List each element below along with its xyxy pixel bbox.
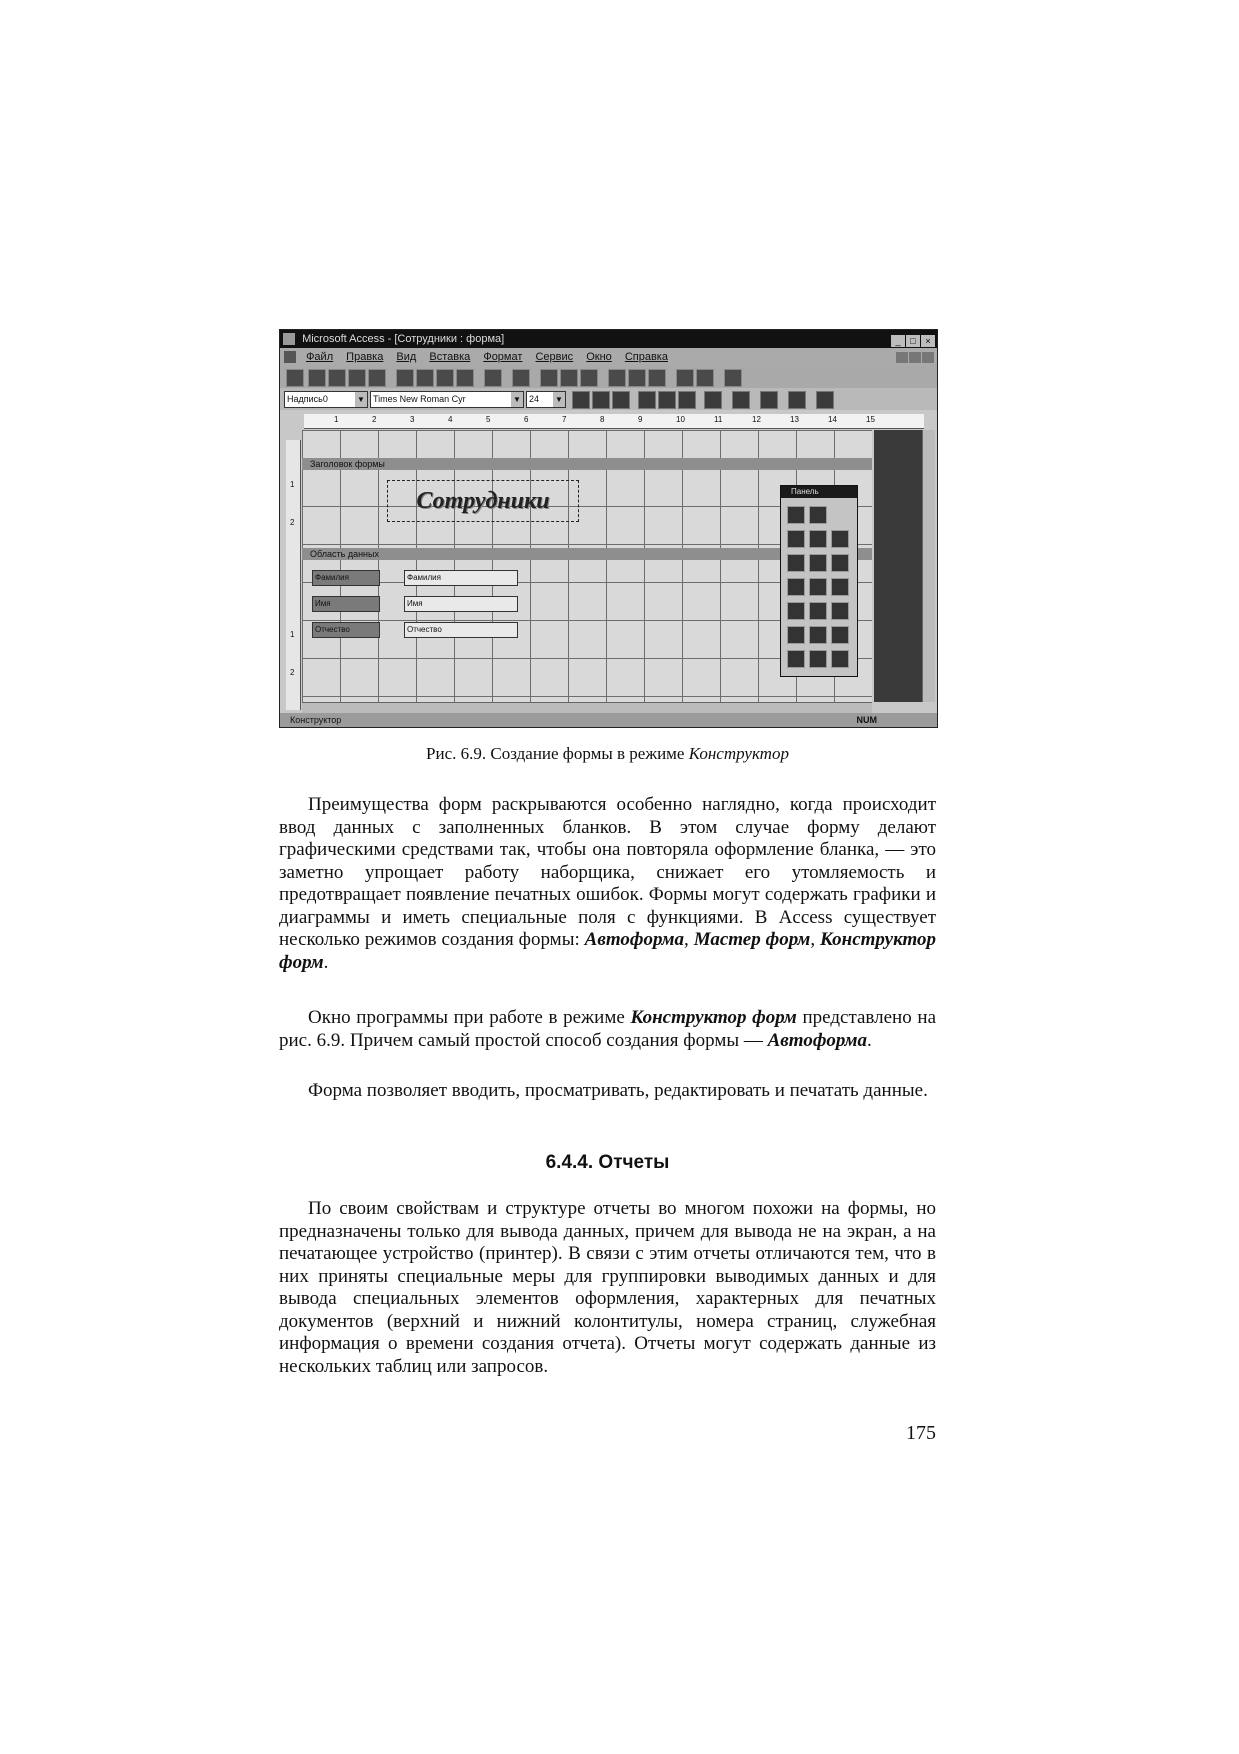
figure-caption [279, 744, 936, 764]
more-controls-icon[interactable] [831, 650, 849, 668]
object-combo[interactable] [284, 391, 368, 408]
select-pointer-icon[interactable] [787, 506, 805, 524]
ruler-mark: 2 [290, 518, 295, 527]
term-autoform: Автоформа [584, 929, 685, 950]
field-list-icon[interactable] [540, 369, 558, 387]
tab-control-icon[interactable] [809, 626, 827, 644]
ruler-mark: 7 [562, 415, 567, 424]
field-textbox[interactable]: Имя [404, 596, 518, 612]
font-size-value: 24 [529, 394, 540, 404]
ruler-mark: 1 [290, 480, 295, 489]
field-label[interactable]: Имя [312, 596, 380, 612]
menu-view[interactable]: Вид [396, 351, 417, 363]
font-combo[interactable] [370, 391, 524, 408]
ruler-mark: 8 [600, 415, 605, 424]
vertical-ruler [286, 440, 301, 710]
toggle-button-icon[interactable] [787, 554, 805, 572]
status-num: NUM [856, 715, 877, 725]
ruler-mark: 9 [638, 415, 643, 424]
menu-format[interactable]: Формат [483, 351, 523, 363]
status-mode: Конструктор [290, 715, 342, 725]
ruler-mark: 4 [448, 415, 453, 424]
chevron-down-icon[interactable]: ▼ [511, 392, 523, 407]
line-tool-icon[interactable] [787, 650, 805, 668]
ruler-mark: 2 [372, 415, 377, 424]
toolbox-title[interactable]: Панель [781, 486, 857, 498]
formatting-toolbar [280, 388, 937, 410]
paragraph-form-purpose: Форма позволяет вводить, просматривать, редактировать и печатать данные. [308, 1080, 928, 1101]
ruler-mark: 2 [290, 668, 295, 677]
code-icon[interactable] [608, 369, 626, 387]
ruler-mark: 3 [410, 415, 415, 424]
command-button-icon[interactable] [831, 578, 849, 596]
chevron-down-icon[interactable]: ▼ [553, 392, 565, 407]
font-combo-value: Times New Roman Cyr [373, 394, 466, 404]
build-icon[interactable] [648, 369, 666, 387]
paragraph-text: Преимущества форм раскрываются особенно наглядно, когда происходит ввод данных с заполненных бланков. В этом случае форму делают графическими средствами так, чтобы она повторяла оформление бланка, — это заметно упрощает работу наборщика, снижает его утомляемость и предотвращает появление печатных ошибок. Формы могут содержать графики и диаграммы и иметь специальные поля с функциями. В Access существует несколько режимов создания формы: [279, 794, 936, 950]
bound-frame-icon[interactable] [831, 602, 849, 620]
form-document-icon [284, 351, 296, 363]
paragraph-forms-advantages [279, 794, 936, 974]
autoformat-icon[interactable] [580, 369, 598, 387]
ruler-mark: 6 [524, 415, 529, 424]
menu-bar [280, 348, 937, 366]
paragraph-designer-window [279, 1007, 936, 1052]
view-icon[interactable] [286, 369, 304, 387]
ruler-mark: 12 [752, 415, 761, 424]
maximize-icon[interactable]: □ [906, 335, 920, 347]
window-title: Microsoft Access - [Сотрудники : форма] [302, 333, 505, 345]
ruler-mark: 13 [790, 415, 799, 424]
separator: , [810, 929, 820, 950]
bold-icon[interactable] [572, 391, 590, 409]
field-label[interactable]: Отчество [312, 622, 380, 638]
sentence-end: . [867, 1029, 872, 1051]
rectangle-tool-icon[interactable] [809, 650, 827, 668]
section-heading: 6.4.4. Отчеты [545, 1152, 670, 1173]
workspace-background [874, 430, 923, 702]
separator: , [684, 929, 694, 950]
line-width-icon[interactable] [788, 391, 806, 409]
sentence-end: . [323, 951, 329, 973]
database-window-icon[interactable] [676, 369, 694, 387]
list-box-icon[interactable] [809, 578, 827, 596]
access-screenshot-figure [279, 329, 938, 728]
underline-icon[interactable] [612, 391, 630, 409]
minimize-icon[interactable]: _ [891, 335, 905, 347]
field-textbox[interactable]: Отчество [404, 622, 518, 638]
new-object-icon[interactable] [696, 369, 714, 387]
textbox-tool-icon[interactable] [809, 530, 827, 548]
font-color-icon[interactable] [732, 391, 750, 409]
label-tool-icon[interactable] [787, 530, 805, 548]
menu-edit[interactable]: Правка [346, 351, 384, 363]
combo-box-icon[interactable] [787, 578, 805, 596]
toolbox-icon[interactable] [560, 369, 578, 387]
close-icon[interactable]: × [921, 335, 935, 347]
ruler-mark: 15 [866, 415, 875, 424]
horizontal-ruler [304, 414, 924, 429]
ruler-mark: 11 [714, 415, 723, 424]
menu-file[interactable]: Файл [306, 351, 334, 363]
align-right-icon[interactable] [678, 391, 696, 409]
save-icon[interactable] [308, 369, 326, 387]
align-left-icon[interactable] [638, 391, 656, 409]
field-label[interactable]: Фамилия [312, 570, 380, 586]
object-combo-value: Надпись0 [287, 394, 328, 404]
term-form-wizard: Мастер форм [693, 929, 811, 950]
paragraph-reports: По своим свойствам и структуре отчеты во многом похожи на формы, но предназначены только для вывода данных, причем для вывода не на экран, а на печатающее устройство (принтер). В связи с этим отчеты отличаются тем, что в них приняты специальные меры для группировки выводимых данных и для вывода специальных элементов оформления, характерных для печатных документов (верхний и нижний колонтитулы, номера страниц, служебная информация о времени создания отчета). Отчеты могут содержать данные из нескольких таблиц или запросов. [279, 1198, 936, 1377]
field-textbox[interactable]: Фамилия [404, 570, 518, 586]
form-header-section[interactable]: Заголовок формы [302, 458, 872, 470]
window-titlebar [280, 330, 937, 348]
preview-icon[interactable] [348, 369, 366, 387]
doc-restore-icon[interactable] [909, 352, 921, 363]
term-form-designer: Конструктор форм [279, 929, 937, 973]
properties-icon[interactable] [628, 369, 646, 387]
print-icon[interactable] [328, 369, 346, 387]
align-center-icon[interactable] [658, 391, 676, 409]
caption-italic: Конструктор [688, 744, 789, 763]
ruler-mark: 14 [828, 415, 837, 424]
option-group-icon[interactable] [831, 530, 849, 548]
chevron-down-icon[interactable]: ▼ [355, 392, 367, 407]
cut-icon[interactable] [396, 369, 414, 387]
menu-help[interactable]: Справка [624, 351, 668, 363]
line-color-icon[interactable] [760, 391, 778, 409]
checkbox-tool-icon[interactable] [831, 554, 849, 572]
unbound-frame-icon[interactable] [809, 602, 827, 620]
paragraph-text: представлено на рис. 6.9. Причем самый простой способ создания формы — [279, 1007, 937, 1051]
detail-section[interactable]: Область данных [302, 548, 872, 560]
special-effect-icon[interactable] [816, 391, 834, 409]
subform-icon[interactable] [831, 626, 849, 644]
menu-insert[interactable]: Вставка [429, 351, 471, 363]
vertical-scrollbar[interactable] [922, 430, 935, 702]
image-tool-icon[interactable] [787, 602, 805, 620]
undo-icon[interactable] [484, 369, 502, 387]
doc-close-icon[interactable] [922, 352, 934, 363]
paste-icon[interactable] [436, 369, 454, 387]
option-button-icon[interactable] [809, 554, 827, 572]
spelling-icon[interactable] [368, 369, 386, 387]
menu-tools[interactable]: Сервис [535, 351, 574, 363]
help-icon[interactable] [724, 369, 742, 387]
standard-toolbar [280, 366, 937, 388]
status-bar [280, 713, 937, 727]
toolbox-panel [780, 485, 858, 677]
ruler-mark: 1 [290, 630, 295, 639]
term-autoform: Автоформа [767, 1029, 867, 1051]
font-size-combo[interactable] [526, 391, 566, 408]
italic-icon[interactable] [592, 391, 610, 409]
access-app-icon [283, 333, 295, 345]
form-title-label[interactable]: Сотрудники [387, 480, 579, 522]
paragraph-text: Окно программы при работе в режиме [308, 1007, 631, 1028]
ruler-mark: 5 [486, 415, 491, 424]
doc-minimize-icon[interactable] [896, 352, 908, 363]
term-form-designer: Конструктор форм [630, 1007, 797, 1028]
copy-icon[interactable] [416, 369, 434, 387]
fill-color-icon[interactable] [704, 391, 722, 409]
menu-window[interactable]: Окно [586, 351, 612, 363]
ruler-mark: 10 [676, 415, 685, 424]
hyperlink-icon[interactable] [512, 369, 530, 387]
horizontal-scrollbar[interactable] [302, 702, 872, 713]
page-number: 175 [906, 1422, 936, 1444]
page-break-icon[interactable] [787, 626, 805, 644]
caption-prefix: Рис. 6.9. Создание формы в режиме [426, 744, 689, 763]
format-painter-icon[interactable] [456, 369, 474, 387]
wizard-icon[interactable] [809, 506, 827, 524]
ruler-mark: 1 [334, 415, 339, 424]
